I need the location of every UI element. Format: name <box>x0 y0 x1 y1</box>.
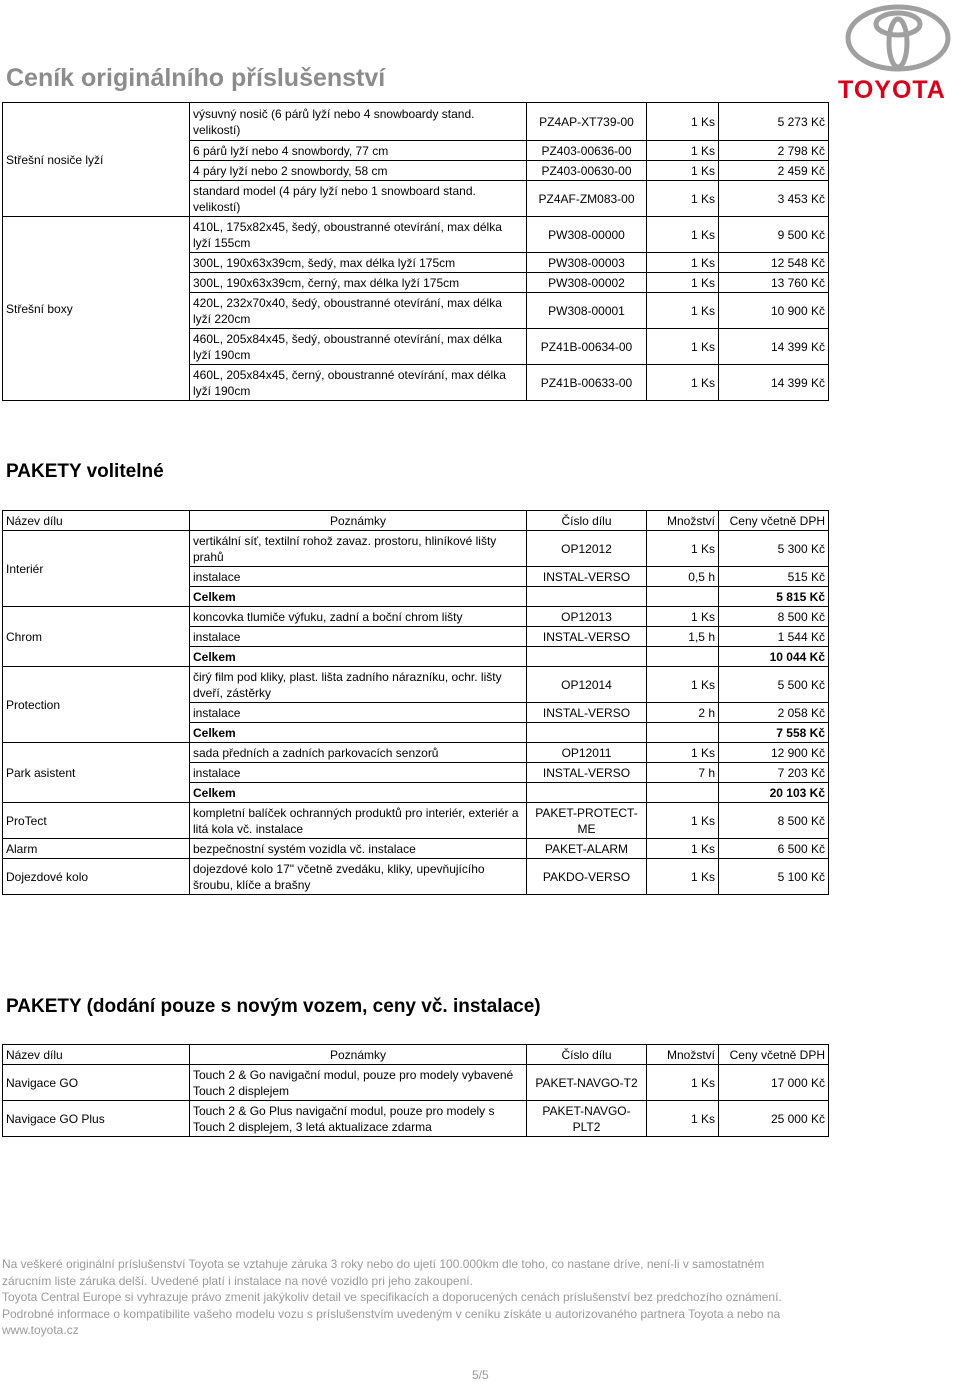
part-number-cell <box>527 647 647 667</box>
description-cell: instalace <box>190 627 527 647</box>
price-cell: 5 273 Kč <box>719 103 829 141</box>
part-number-cell: PW308-00001 <box>527 293 647 329</box>
quantity-cell: 1 Ks <box>647 161 719 181</box>
description-cell: 300L, 190x63x39cm, černý, max délka lyží 175cm <box>190 273 527 293</box>
price-cell: 2 798 Kč <box>719 141 829 161</box>
column-header-code: Číslo dílu <box>527 1045 647 1065</box>
description-cell: Touch 2 & Go Plus navigační modul, pouze pro modely s Touch 2 displejem, 3 letá aktualizace zdarma <box>190 1101 527 1137</box>
category-cell: Střešní boxy <box>3 217 190 401</box>
section-title-pakety-volitelne: PAKETY volitelné <box>6 461 164 482</box>
table-row <box>3 1101 829 1137</box>
quantity-cell <box>647 587 719 607</box>
column-header-price: Ceny včetně DPH <box>719 1045 829 1065</box>
quantity-cell: 1,5 h <box>647 627 719 647</box>
part-number-cell: PZ4AF-ZM083-00 <box>527 181 647 217</box>
part-number-cell: INSTAL-VERSO <box>527 567 647 587</box>
part-number-cell: PAKET-NAVGO-T2 <box>527 1065 647 1101</box>
description-cell: instalace <box>190 567 527 587</box>
footer-line: Toyota Central Europe si vyhrazuje právo zmenit jakýkoliv detail ve specifikacích a doporucených cenách príslušenství bez predchozího oznámení. <box>2 1290 782 1304</box>
column-header-qty: Množství <box>647 511 719 531</box>
quantity-cell: 1 Ks <box>647 253 719 273</box>
price-cell: 12 548 Kč <box>719 253 829 273</box>
column-header-qty: Množství <box>647 1045 719 1065</box>
part-number-cell: PZ41B-00634-00 <box>527 329 647 365</box>
part-number-cell: OP12013 <box>527 607 647 627</box>
description-cell: 300L, 190x63x39cm, šedý, max délka lyží 175cm <box>190 253 527 273</box>
description-cell: Touch 2 & Go navigační modul, pouze pro modely vybavené Touch 2 displejem <box>190 1065 527 1101</box>
footer-line: www.toyota.cz <box>2 1323 79 1337</box>
quantity-cell <box>647 783 719 803</box>
part-number-cell: OP12014 <box>527 667 647 703</box>
part-number-cell: PW308-00002 <box>527 273 647 293</box>
category-cell: Park asistent <box>3 743 190 803</box>
price-cell: 5 500 Kč <box>719 667 829 703</box>
total-label: Celkem <box>190 723 527 743</box>
price-cell: 10 900 Kč <box>719 293 829 329</box>
total-price-cell: 10 044 Kč <box>719 647 829 667</box>
price-cell: 17 000 Kč <box>719 1065 829 1101</box>
part-number-cell: INSTAL-VERSO <box>527 763 647 783</box>
part-number-cell: PW308-00003 <box>527 253 647 273</box>
table-row <box>3 743 829 763</box>
description-cell: bezpečnostní systém vozidla vč. instalace <box>190 839 527 859</box>
table-row <box>3 839 829 859</box>
footer-line: zárucním liste záruka delší. Uvedené platí i instalace na nové vozidlo pri jeho zakoupení. <box>2 1273 473 1288</box>
price-cell: 5 300 Kč <box>719 531 829 567</box>
description-cell: sada předních a zadních parkovacích senzorů <box>190 743 527 763</box>
quantity-cell: 1 Ks <box>647 217 719 253</box>
quantity-cell <box>647 647 719 667</box>
category-cell: Navigace GO Plus <box>3 1101 190 1137</box>
quantity-cell: 1 Ks <box>647 743 719 763</box>
quantity-cell: 1 Ks <box>647 293 719 329</box>
price-cell: 13 760 Kč <box>719 273 829 293</box>
description-cell: instalace <box>190 763 527 783</box>
part-number-cell <box>527 723 647 743</box>
category-cell: Dojezdové kolo <box>3 859 190 895</box>
price-cell: 14 399 Kč <box>719 365 829 401</box>
footer-line: Podrobné informace o kompatibilite vašeho modelu vozu s príslušenstvím uvedeným v ceníku získáte u autorizovaného partnera Toyota a nebo na <box>2 1306 781 1321</box>
table-header-row <box>3 1045 829 1065</box>
part-number-cell: PZ403-00630-00 <box>527 161 647 181</box>
total-price-cell: 5 815 Kč <box>719 587 829 607</box>
quantity-cell: 1 Ks <box>647 273 719 293</box>
part-number-cell: PZ4AP-XT739-00 <box>527 103 647 141</box>
part-number-cell: PAKET-NAVGO-PLT2 <box>527 1101 647 1137</box>
category-cell: Interiér <box>3 531 190 607</box>
category-cell: Navigace GO <box>3 1065 190 1101</box>
price-cell: 8 500 Kč <box>719 607 829 627</box>
quantity-cell: 2 h <box>647 703 719 723</box>
table-row <box>3 859 829 895</box>
total-price-cell: 7 558 Kč <box>719 723 829 743</box>
price-cell: 515 Kč <box>719 567 829 587</box>
quantity-cell: 1 Ks <box>647 329 719 365</box>
price-cell: 9 500 Kč <box>719 217 829 253</box>
part-number-cell: PAKET-ALARM <box>527 839 647 859</box>
price-cell: 5 100 Kč <box>719 859 829 895</box>
category-cell: ProTect <box>3 803 190 839</box>
part-number-cell: INSTAL-VERSO <box>527 703 647 723</box>
table-row <box>3 217 829 253</box>
description-cell: kompletní balíček ochranných produktů pro interiér, exteriér a litá kola vč. instalace <box>190 803 527 839</box>
page-title: Ceník originálního příslušenství <box>6 64 386 92</box>
quantity-cell: 1 Ks <box>647 1101 719 1137</box>
part-number-cell: PAKET-PROTECT-ME <box>527 803 647 839</box>
column-header-notes: Poznámky <box>190 511 527 531</box>
quantity-cell: 1 Ks <box>647 859 719 895</box>
total-label: Celkem <box>190 587 527 607</box>
pakety-novy-vuz-table <box>2 1044 829 1137</box>
section-title-pakety-novy-vuz: PAKETY (dodání pouze s novým vozem, ceny vč. instalace) <box>6 996 541 1017</box>
description-cell: dojezdové kolo 17" včetně zvedáku, kliky, upevňujícího šroubu, klíče a brašny <box>190 859 527 895</box>
column-header-name: Název dílu <box>3 1045 190 1065</box>
description-cell: výsuvný nosič (6 párů lyží nebo 4 snowboardy stand. velikostí) <box>190 103 527 141</box>
quantity-cell: 1 Ks <box>647 607 719 627</box>
table-row <box>3 607 829 627</box>
part-number-cell: PAKDO-VERSO <box>527 859 647 895</box>
quantity-cell: 1 Ks <box>647 531 719 567</box>
quantity-cell: 1 Ks <box>647 103 719 141</box>
table-row <box>3 531 829 567</box>
footer-disclaimer <box>2 1256 822 1339</box>
price-cell: 6 500 Kč <box>719 839 829 859</box>
table-row <box>3 1065 829 1101</box>
page-number: 5/5 <box>472 1368 489 1382</box>
table-row <box>3 103 829 141</box>
price-cell: 2 058 Kč <box>719 703 829 723</box>
category-cell: Chrom <box>3 607 190 667</box>
table-row <box>3 667 829 703</box>
quantity-cell: 1 Ks <box>647 1065 719 1101</box>
footer-line: Na veškeré originální príslušenství Toyota se vztahuje záruka 3 roky nebo do ujetí 100.000km dle toho, co nastane dríve, není-li v samostatném <box>2 1257 765 1271</box>
pakety-volitelne-table <box>2 510 829 895</box>
quantity-cell: 0,5 h <box>647 567 719 587</box>
part-number-cell: OP12012 <box>527 531 647 567</box>
part-number-cell: INSTAL-VERSO <box>527 627 647 647</box>
toyota-wordmark: TOYOTA <box>838 76 946 104</box>
description-cell: 460L, 205x84x45, šedý, oboustranné otevírání, max délka lyží 190cm <box>190 329 527 365</box>
quantity-cell: 1 Ks <box>647 803 719 839</box>
part-number-cell: PZ403-00636-00 <box>527 141 647 161</box>
column-header-price: Ceny včetně DPH <box>719 511 829 531</box>
column-header-code: Číslo dílu <box>527 511 647 531</box>
category-cell: Alarm <box>3 839 190 859</box>
part-number-cell: PZ41B-00633-00 <box>527 365 647 401</box>
description-cell: 420L, 232x70x40, šedý, oboustranné otevírání, max délka lyží 220cm <box>190 293 527 329</box>
part-number-cell <box>527 587 647 607</box>
table-row <box>3 803 829 839</box>
price-cell: 7 203 Kč <box>719 763 829 783</box>
description-cell: 6 párů lyží nebo 4 snowbordy, 77 cm <box>190 141 527 161</box>
description-cell: 460L, 205x84x45, černý, oboustranné otevírání, max délka lyží 190cm <box>190 365 527 401</box>
price-cell: 1 544 Kč <box>719 627 829 647</box>
column-header-notes: Poznámky <box>190 1045 527 1065</box>
description-cell: čirý film pod kliky, plast. lišta zadního nárazníku, ochr. lišty dveří, zástěrky <box>190 667 527 703</box>
category-cell: Protection <box>3 667 190 743</box>
quantity-cell: 1 Ks <box>647 141 719 161</box>
category-cell: Střešní nosiče lyží <box>3 103 190 217</box>
description-cell: vertikální síť, textilní rohož zavaz. prostoru, hliníkové lišty prahů <box>190 531 527 567</box>
part-number-cell <box>527 783 647 803</box>
accessories-table <box>2 102 829 401</box>
description-cell: standard model (4 páry lyží nebo 1 snowboard stand. velikostí) <box>190 181 527 217</box>
description-cell: 4 páry lyží nebo 2 snowbordy, 58 cm <box>190 161 527 181</box>
quantity-cell: 7 h <box>647 763 719 783</box>
quantity-cell: 1 Ks <box>647 181 719 217</box>
column-header-name: Název dílu <box>3 511 190 531</box>
price-cell: 8 500 Kč <box>719 803 829 839</box>
price-cell: 14 399 Kč <box>719 329 829 365</box>
part-number-cell: PW308-00000 <box>527 217 647 253</box>
table-header-row <box>3 511 829 531</box>
part-number-cell: OP12011 <box>527 743 647 763</box>
quantity-cell: 1 Ks <box>647 365 719 401</box>
total-label: Celkem <box>190 647 527 667</box>
quantity-cell <box>647 723 719 743</box>
total-label: Celkem <box>190 783 527 803</box>
quantity-cell: 1 Ks <box>647 839 719 859</box>
description-cell: 410L, 175x82x45, šedý, oboustranné otevírání, max délka lyží 155cm <box>190 217 527 253</box>
price-cell: 25 000 Kč <box>719 1101 829 1137</box>
price-cell: 2 459 Kč <box>719 161 829 181</box>
description-cell: instalace <box>190 703 527 723</box>
price-cell: 3 453 Kč <box>719 181 829 217</box>
description-cell: koncovka tlumiče výfuku, zadní a boční chrom lišty <box>190 607 527 627</box>
quantity-cell: 1 Ks <box>647 667 719 703</box>
price-cell: 12 900 Kč <box>719 743 829 763</box>
total-price-cell: 20 103 Kč <box>719 783 829 803</box>
